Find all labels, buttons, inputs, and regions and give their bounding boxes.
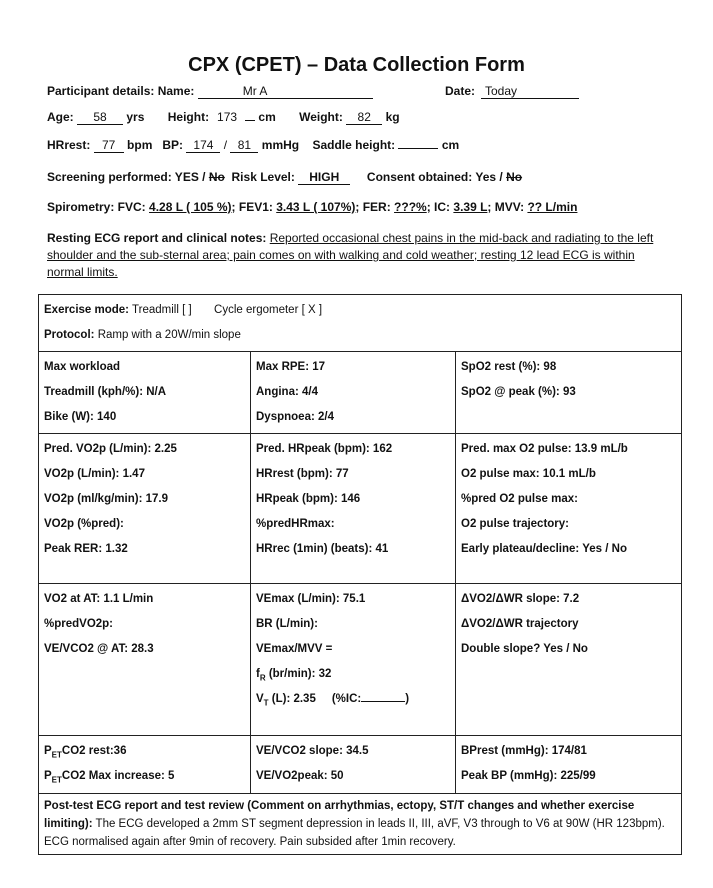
vt-ic-close: ) bbox=[405, 693, 410, 705]
petco2-max-symbol: P bbox=[44, 770, 52, 782]
vt-value: (L): 2.35 bbox=[268, 693, 316, 705]
ic-label: ; IC: bbox=[426, 200, 451, 214]
date-label: Date: bbox=[445, 84, 476, 98]
dyspnoea: Dyspnoea: 2/4 bbox=[256, 411, 334, 423]
exercise-mode-row bbox=[44, 298, 676, 323]
vemax: VEmax (L/min): 75.1 bbox=[256, 593, 366, 605]
fr-symbol: f bbox=[256, 668, 260, 680]
fev1-value[interactable]: 3.43 L ( 107%) bbox=[276, 200, 356, 214]
vt-ic-field[interactable] bbox=[361, 701, 405, 702]
petco2-rest-sub: ET bbox=[51, 750, 62, 760]
vo2p-pred: VO2p (%pred): bbox=[44, 518, 124, 530]
peak-rer: Peak RER: 1.32 bbox=[44, 543, 128, 555]
vo2-cell bbox=[39, 434, 251, 584]
bp-diastolic-field[interactable]: 81 bbox=[230, 138, 258, 153]
vo2-wr-trajectory: ΔVO2/ΔWR trajectory bbox=[461, 618, 579, 630]
pred-o2-pulse: Pred. max O2 pulse: 13.9 mL/b bbox=[461, 443, 628, 455]
name-field[interactable]: Mr A bbox=[198, 84, 373, 99]
petco2-max bbox=[44, 764, 245, 789]
petco2-rest-symbol: P bbox=[44, 745, 52, 757]
participant-line bbox=[47, 84, 667, 99]
pred-hrmax: %predHRmax: bbox=[256, 518, 335, 530]
notes-text[interactable]: Reported occasional chest pains in the mid-back and radiating to the left shoulder and the sub-sternal area; pain comes on with walking and cold weather; resting 12 lead ECG is within normal limits. bbox=[47, 231, 654, 279]
ve-vco2-slope: VE/VCO2 slope: 34.5 bbox=[256, 745, 369, 757]
ve-vo2peak: VE/VO2peak: 50 bbox=[256, 770, 344, 782]
peak-bp: Peak BP (mmHg): 225/99 bbox=[461, 770, 596, 782]
hr-bp-line bbox=[47, 138, 459, 153]
notes-label: Resting ECG report and clinical notes: bbox=[47, 231, 267, 245]
vo2-wr-slope: ΔVO2/ΔWR slope: 7.2 bbox=[461, 593, 580, 605]
threshold-cell bbox=[39, 584, 251, 736]
vo2p-mlkgmin: VO2p (ml/kg/min): 17.9 bbox=[44, 493, 168, 505]
date-field[interactable]: Today bbox=[481, 84, 579, 99]
max-workload-heading: Max workload bbox=[44, 361, 121, 373]
fr-value: (br/min): 32 bbox=[265, 668, 332, 680]
hrrest-unit: bpm bbox=[127, 138, 153, 152]
posttest-label: Post-test ECG report and test review (Comment on arrhythmias, ectopy, ST/T changes and whether exercise limiting): bbox=[44, 800, 635, 830]
ventilation-cell bbox=[251, 584, 456, 736]
height-unit: cm bbox=[258, 110, 276, 124]
form-title: CPX (CPET) – Data Collection Form bbox=[188, 54, 525, 76]
spo2-cell bbox=[456, 352, 682, 434]
double-slope: Double slope? Yes / No bbox=[461, 643, 588, 655]
name-label: Participant details: Name: bbox=[47, 84, 195, 98]
early-plateau: Early plateau/decline: Yes / No bbox=[461, 543, 627, 555]
age-label: Age: bbox=[47, 110, 74, 124]
protocol-value[interactable]: Ramp with a 20W/min slope bbox=[97, 329, 241, 341]
ic-value[interactable]: 3.39 L bbox=[453, 200, 488, 214]
spirometry-line bbox=[47, 200, 577, 214]
cycle-ergometer-option[interactable]: Cycle ergometer [ X ] bbox=[214, 304, 323, 316]
vt-symbol: V bbox=[256, 693, 264, 705]
hrrest-field[interactable]: 77 bbox=[94, 138, 124, 153]
angina: Angina: 4/4 bbox=[256, 386, 318, 398]
bp-label: BP: bbox=[162, 138, 184, 152]
o2-pulse-max: O2 pulse max: 10.1 mL/b bbox=[461, 468, 596, 480]
spo2-peak: SpO2 @ peak (%): 93 bbox=[461, 386, 576, 398]
saddle-label: Saddle height: bbox=[312, 138, 396, 152]
bp-separator: / bbox=[223, 138, 228, 152]
weight-field[interactable]: 82 bbox=[346, 110, 382, 125]
petco2-rest bbox=[44, 739, 245, 764]
vo2-wr-cell bbox=[456, 584, 682, 736]
treadmill-option[interactable]: Treadmill [ ] bbox=[132, 304, 192, 316]
petco2-max-value: CO2 Max increase: 5 bbox=[61, 770, 175, 782]
vt-sub: T bbox=[263, 698, 269, 708]
risk-label: Risk Level: bbox=[231, 170, 295, 184]
fvc-value[interactable]: 4.28 L ( 105 %) bbox=[149, 200, 232, 214]
age-unit: yrs bbox=[126, 110, 145, 124]
protocol-row bbox=[44, 323, 676, 348]
fr-sub: R bbox=[259, 673, 266, 683]
risk-field[interactable]: HIGH bbox=[298, 170, 350, 185]
fev1-label: ; FEV1: bbox=[231, 200, 273, 214]
ve-vco2-at: VE/VCO2 @ AT: 28.3 bbox=[44, 643, 154, 655]
weight-unit: kg bbox=[385, 110, 400, 124]
height-label: Height: bbox=[167, 110, 210, 124]
test-data-table bbox=[38, 294, 682, 855]
age-field[interactable]: 58 bbox=[77, 110, 123, 125]
hrrest-bpm: HRrest (bpm): 77 bbox=[256, 468, 349, 480]
spirometry-label: Spirometry: FVC: bbox=[47, 200, 146, 214]
pred-o2-pulse-max: %pred O2 pulse max: bbox=[461, 493, 578, 505]
fer-label: ; FER: bbox=[355, 200, 391, 214]
ve-slope-cell bbox=[251, 736, 456, 794]
vemax-mvv: VEmax/MVV = bbox=[256, 643, 333, 655]
breathing-reserve: BR (L/min): bbox=[256, 618, 318, 630]
consent-label: Consent obtained: Yes / bbox=[366, 170, 503, 184]
workload-cell bbox=[39, 352, 251, 434]
vt-ic-label: (%IC: bbox=[331, 693, 362, 705]
consent-no-struck: No bbox=[506, 170, 523, 184]
exercise-mode-cell bbox=[39, 295, 682, 352]
bp-cell bbox=[456, 736, 682, 794]
pred-vo2p-percent: %predVO2p: bbox=[44, 618, 114, 630]
protocol-label: Protocol: bbox=[44, 329, 95, 341]
petco2-rest-value: CO2 rest:36 bbox=[61, 745, 127, 757]
vt-row bbox=[256, 687, 450, 712]
pred-vo2p: Pred. VO2p (L/min): 2.25 bbox=[44, 443, 177, 455]
hrrec: HRrec (1min) (beats): 41 bbox=[256, 543, 389, 555]
weight-label: Weight: bbox=[299, 110, 343, 124]
vo2p-lmin: VO2p (L/min): 1.47 bbox=[44, 468, 145, 480]
resting-ecg-notes bbox=[47, 230, 671, 281]
spo2-rest: SpO2 rest (%): 98 bbox=[461, 361, 557, 373]
treadmill-workload: Treadmill (kph/%): N/A bbox=[44, 386, 167, 398]
screening-no-struck: No bbox=[208, 170, 225, 184]
fr-row bbox=[256, 662, 450, 687]
screening-label: Screening performed: YES / bbox=[47, 170, 206, 184]
vo2-at: VO2 at AT: 1.1 L/min bbox=[44, 593, 154, 605]
saddle-field[interactable] bbox=[398, 148, 438, 149]
max-rpe: Max RPE: 17 bbox=[256, 361, 326, 373]
exercise-mode-label: Exercise mode: bbox=[44, 304, 130, 316]
bike-workload: Bike (W): 140 bbox=[44, 411, 117, 423]
bp-systolic-field[interactable]: 174 bbox=[186, 138, 220, 153]
o2-pulse-cell bbox=[456, 434, 682, 584]
heart-rate-cell bbox=[251, 434, 456, 584]
symptoms-cell bbox=[251, 352, 456, 434]
hrrest-label: HRrest: bbox=[47, 138, 91, 152]
o2-pulse-trajectory: O2 pulse trajectory: bbox=[461, 518, 570, 530]
screening-line bbox=[47, 170, 522, 185]
pred-hrpeak: Pred. HRpeak (bpm): 162 bbox=[256, 443, 393, 455]
bp-rest: BPrest (mmHg): 174/81 bbox=[461, 745, 587, 757]
height-field[interactable]: 173 bbox=[217, 110, 238, 124]
fer-value[interactable]: ???% bbox=[394, 200, 427, 214]
mvv-value[interactable]: ?? L/min bbox=[527, 200, 578, 214]
mvv-label: ; MVV: bbox=[487, 200, 525, 214]
petco2-cell bbox=[39, 736, 251, 794]
petco2-max-sub: ET bbox=[51, 775, 62, 785]
posttest-text[interactable]: The ECG developed a 2mm ST segment depression in leads II, III, aVF, V3 through to V6 at 90W (HR 123bpm). ECG normalised again after 9min of recovery. Pain subsided after 1min recovery. bbox=[44, 818, 665, 848]
saddle-unit: cm bbox=[441, 138, 460, 152]
posttest-cell bbox=[39, 794, 682, 855]
age-height-weight-line bbox=[47, 110, 400, 125]
hrpeak-bpm: HRpeak (bpm): 146 bbox=[256, 493, 361, 505]
bp-unit: mmHg bbox=[261, 138, 300, 152]
